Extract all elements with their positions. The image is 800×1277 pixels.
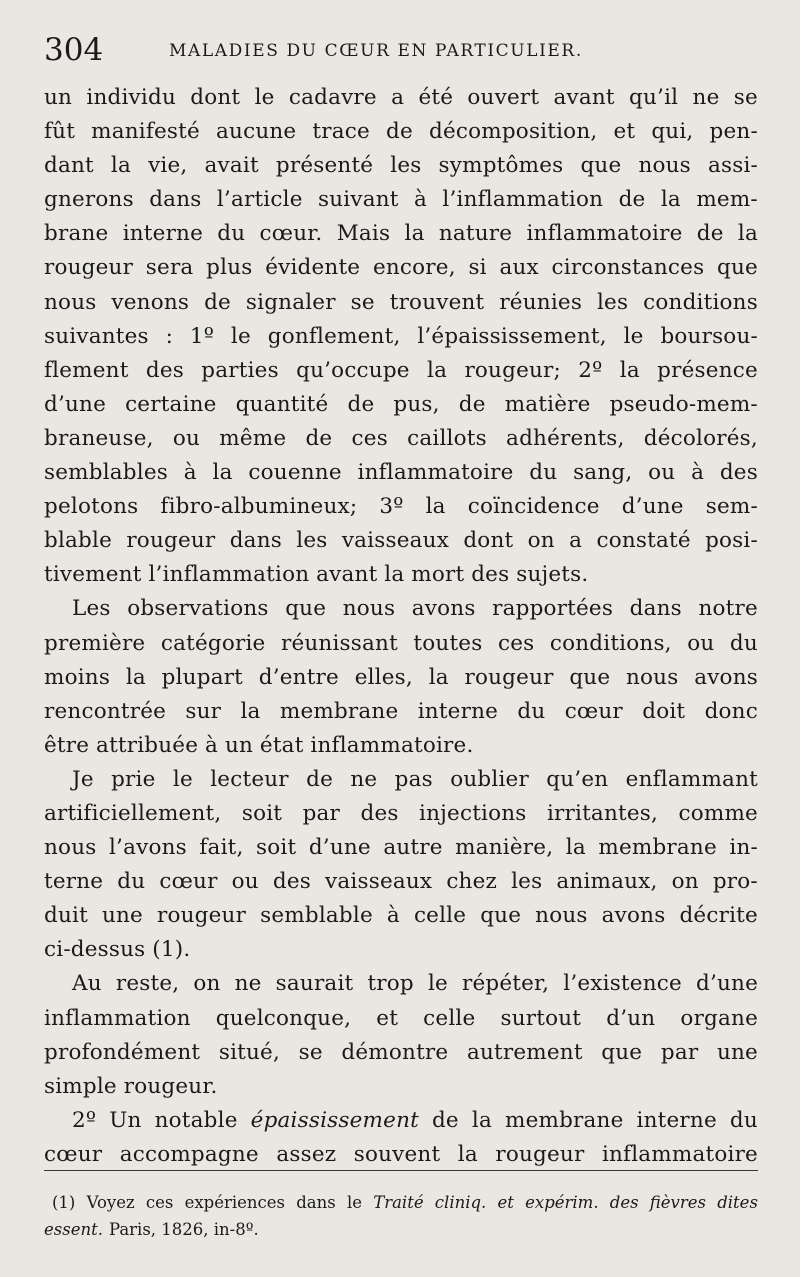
text-line: terne du cœur ou des vaisseaux chez les animaux, on pro- — [44, 869, 758, 895]
text-line: simple rougeur. — [44, 1073, 218, 1099]
text-line: blable rougeur dans les vaisseaux dont on a constaté posi- — [44, 528, 758, 554]
text-line: gnerons dans l’article suivant à l’inflammation de la mem- — [44, 187, 758, 213]
text-line: tivement l’inflammation avant la mort des sujets. — [44, 562, 589, 588]
text-line: nous l’avons fait, soit d’une autre manière, la membrane in- — [44, 835, 758, 861]
text-line: Les observations que nous avons rapportées dans notre — [72, 596, 758, 622]
footnote-rule — [44, 1170, 758, 1171]
text-line: un individu dont le cadavre a été ouvert avant qu’il ne se — [44, 85, 758, 110]
text-line: nous venons de signaler se trouvent réunies les conditions — [44, 289, 758, 315]
text-line: fût manifesté aucune trace de décomposition, et qui, pen- — [44, 119, 758, 145]
text-line: être attribuée à un état inflammatoire. — [44, 732, 474, 758]
text-line: inflammation quelconque, et celle surtout d’un organe — [44, 1005, 758, 1031]
footnote-line: essent. Paris, 1826, in-8º. — [44, 1220, 259, 1239]
running-head: MALADIES DU CŒUR EN PARTICULIER. — [169, 41, 583, 61]
page-header — [44, 30, 756, 70]
text-line: rougeur sera plus évidente encore, si aux circonstances que — [44, 255, 758, 281]
text-line: rencontrée sur la membrane interne du cœur doit donc — [44, 698, 758, 724]
text-line: d’une certaine quantité de pus, de matière pseudo-mem- — [44, 391, 758, 417]
text-line: Au reste, on ne saurait trop le répéter, l’existence d’une — [72, 971, 758, 997]
body-text — [44, 81, 758, 1172]
text-line: dant la vie, avait présenté les symptômes que nous assi- — [44, 153, 758, 179]
text-line: ci-dessus (1). — [44, 937, 191, 963]
text-line: flement des parties qu’occupe la rougeur; 2º la présence — [44, 357, 758, 383]
text-line: moins la plupart d’entre elles, la rougeur que nous avons — [44, 664, 758, 690]
text-line: braneuse, ou même de ces caillots adhérents, décolorés, — [44, 425, 758, 451]
text-line: Je prie le lecteur de ne pas oublier qu’en enflammant — [72, 766, 758, 792]
text-line: première catégorie réunissant toutes ces conditions, ou du — [44, 630, 758, 656]
text-line: profondément situé, se démontre autrement que par une — [44, 1039, 758, 1065]
text-line: suivantes : 1º le gonflement, l’épaississement, le boursou- — [44, 323, 758, 349]
text-line: pelotons fibro-albumineux; 3º la coïncidence d’une sem- — [44, 494, 758, 520]
text-line: 2º Un notable épaississement de la membrane interne du — [72, 1107, 758, 1133]
text-line: semblables à la couenne inflammatoire du sang, ou à des — [44, 460, 758, 486]
text-line: duit une rougeur semblable à celle que nous avons décrite — [44, 903, 758, 929]
text-line: cœur accompagne assez souvent la rougeur inflammatoire — [44, 1141, 758, 1167]
text-line: artificiellement, soit par des injections irritantes, comme — [44, 800, 758, 826]
text-line: brane interne du cœur. Mais la nature inflammatoire de la — [44, 221, 758, 247]
footnote-line: (1) Voyez ces expériences dans le Traité cliniq. et expérim. des fièvres dites — [52, 1193, 758, 1212]
footnote — [44, 1189, 758, 1243]
page-number: 304 — [44, 32, 104, 68]
